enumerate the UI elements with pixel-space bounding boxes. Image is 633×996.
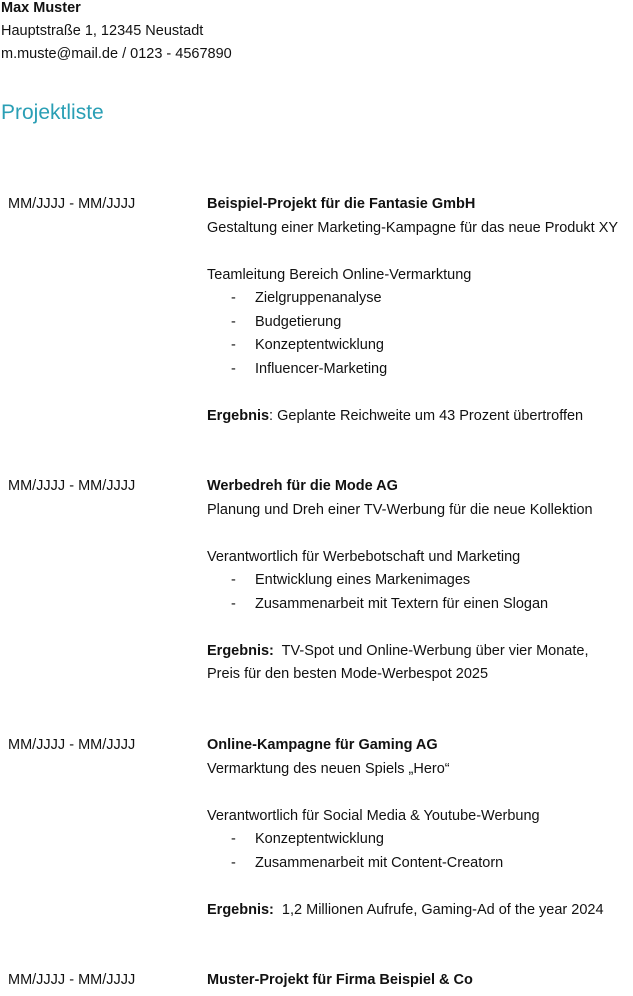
address: Hauptstraße 1, 12345 Neustadt <box>1 23 204 39</box>
result-label: Ergebnis: <box>207 901 274 918</box>
person-name: Max Muster <box>1 0 81 16</box>
project-result: Ergebnis: TV-Spot und Online-Werbung über vier Monate, <box>207 642 589 659</box>
dash-bullet-icon: - <box>231 854 236 871</box>
project-role: Verantwortlich für Social Media & Youtube-Werbung <box>207 807 540 824</box>
contact-header <box>1 0 232 69</box>
project-role: Teamleitung Bereich Online-Vermarktung <box>207 266 472 283</box>
dash-bullet-icon: - <box>231 290 236 306</box>
contact-info: m.muste@mail.de / 0123 - 4567890 <box>1 46 232 62</box>
result-label: Ergebnis: <box>207 642 274 659</box>
result-label: Ergebnis <box>207 407 270 424</box>
project-subtitle: Vermarktung des neuen Spiels „Hero“ <box>207 760 450 777</box>
project-title: Online-Kampagne für Gaming AG <box>207 737 438 753</box>
project-date: MM/JJJJ - MM/JJJJ <box>8 737 136 753</box>
dash-bullet-icon: - <box>231 360 236 377</box>
project-title: Muster-Projekt für Firma Beispiel & Co <box>207 972 473 988</box>
project-date: MM/JJJJ - MM/JJJJ <box>8 972 136 988</box>
project-date: MM/JJJJ - MM/JJJJ <box>8 196 136 212</box>
project-subtitle: Gestaltung einer Marketing-Kampagne für das neue Produkt XY <box>207 219 619 236</box>
project-title: Werbedreh für die Mode AG <box>207 478 398 494</box>
dash-bullet-icon: - <box>231 595 236 612</box>
dash-bullet-icon: - <box>231 337 236 353</box>
project-title: Beispiel-Projekt für die Fantasie GmbH <box>207 196 476 212</box>
task-item: - Zusammenarbeit mit Content-Creatorn <box>231 854 504 871</box>
dash-bullet-icon: - <box>231 572 236 588</box>
project-subtitle: Planung und Dreh einer TV-Werbung für die neue Kollektion <box>207 501 593 518</box>
task-item: - Budgetierung <box>231 313 342 330</box>
task-item: - Zielgruppenanalyse <box>231 290 382 306</box>
project-date: MM/JJJJ - MM/JJJJ <box>8 478 136 494</box>
task-item: - Konzeptentwicklung <box>231 831 384 847</box>
task-item: - Zusammenarbeit mit Textern für einen Slogan <box>231 595 549 612</box>
project-result: Ergebnis: 1,2 Millionen Aufrufe, Gaming-Ad of the year 2024 <box>207 901 604 918</box>
project-role: Verantwortlich für Werbebotschaft und Marketing <box>207 548 521 565</box>
task-item: - Entwicklung eines Markenimages <box>231 572 471 588</box>
task-item: - Influencer-Marketing <box>231 360 388 377</box>
project-result-continued: Preis für den besten Mode-Werbespot 2025 <box>207 666 489 682</box>
task-item: - Konzeptentwicklung <box>231 337 384 353</box>
section-title: Projektliste <box>1 101 104 124</box>
dash-bullet-icon: - <box>231 831 236 847</box>
project-result: Ergebnis: Geplante Reichweite um 43 Prozent übertroffen <box>207 407 584 424</box>
dash-bullet-icon: - <box>231 313 236 330</box>
